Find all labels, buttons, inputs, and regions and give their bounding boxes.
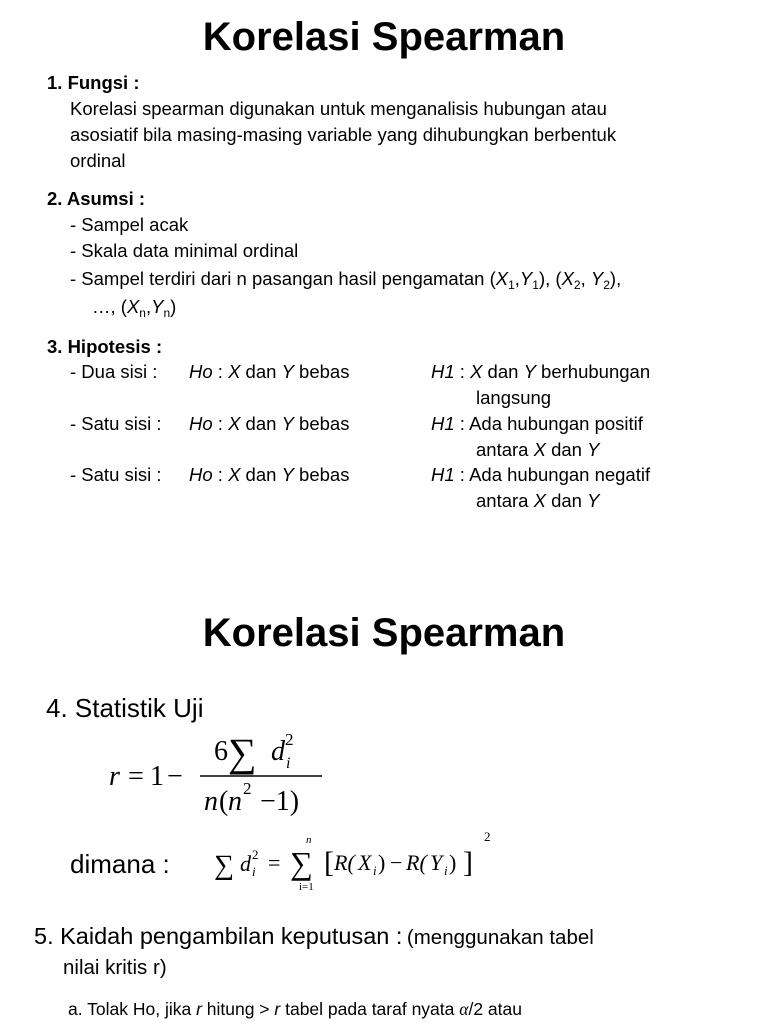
hipotesis-row-1-ho: Ho : X dan Y bebas — [189, 361, 350, 382]
hipotesis-row-1-h1-cont: langsung — [476, 387, 552, 408]
kaidah-item-a: a. Tolak Ho, jika r hitung > r tabel pada taraf nyata α/2 atau — [68, 999, 522, 1019]
f2-r-x: R( — [334, 850, 355, 875]
f2-sum-left: ∑ — [214, 850, 234, 881]
f2-bracket-close: ] — [463, 846, 473, 879]
formula-den-n: n — [204, 786, 218, 817]
formula-eq: = — [128, 761, 144, 792]
formula-r: r — [109, 761, 120, 792]
f2-y-close: ) — [449, 850, 457, 875]
hipotesis-row-3-h1-cont: antara X dan Y — [476, 490, 600, 511]
hipotesis-heading: 3. Hipotesis : — [47, 336, 163, 357]
fungsi-line-3: ordinal — [70, 150, 126, 171]
kaidah-heading: 5. Kaidah pengambilan keputusan : (menggunakan tabel — [34, 923, 594, 949]
asumsi-item-3: - Sampel terdiri dari n pasangan hasil pengamatan $(X_1,Y_1)$, ($X_2$, $Y_2$), — [70, 268, 622, 292]
formula-den-sup: 2 — [243, 779, 252, 798]
f2-x-close: ) — [378, 850, 386, 875]
formula-den-open: ( — [219, 786, 229, 817]
dimana-label: dimana : — [70, 849, 170, 879]
hipotesis-row-2-ho: Ho : X dan Y bebas — [189, 413, 350, 434]
f2-bracket-open: [ — [324, 846, 334, 879]
hipotesis-row-2-h1: H1 : Ada hubungan positif — [431, 413, 643, 434]
formula-den-close: −1) — [260, 786, 300, 817]
formula-d-sup: 2 — [285, 730, 294, 749]
formula-d: d — [271, 736, 285, 767]
f2-sum-right: ∑ — [290, 845, 313, 881]
hipotesis-row-3-label: - Satu sisi : — [70, 464, 162, 485]
f2-x: X — [358, 850, 372, 875]
slide-1-title: Korelasi Spearman — [202, 15, 566, 59]
f2-y: Y — [430, 850, 443, 875]
fungsi-heading: 1. Fungsi : — [47, 72, 140, 93]
hipotesis-row-1-label: - Dua sisi : — [70, 361, 158, 382]
hipotesis-row-2-h1-cont: antara X dan Y — [476, 439, 600, 460]
formula-sum: ∑ — [228, 730, 257, 775]
f2-sum-upper: n — [306, 834, 312, 846]
kaidah-note-cont: nilai kritis r) — [63, 956, 167, 979]
spearman-formula — [100, 724, 340, 828]
f2-x-sub: i — [373, 863, 377, 878]
f2-eq: = — [268, 850, 281, 875]
hipotesis-row-3-ho: Ho : X dan Y bebas — [189, 464, 350, 485]
hipotesis-row-1-h1: H1 : X dan Y berhubungan — [431, 361, 651, 382]
fungsi-line-1: Korelasi spearman digunakan untuk menganalisis hubungan atau — [70, 98, 607, 119]
f2-bracket-sup: 2 — [484, 829, 491, 844]
formula-one: 1 — [150, 761, 164, 792]
f2-d: d — [240, 851, 251, 876]
rank-difference-formula — [210, 828, 500, 900]
asumsi-item-3-cont: …, $(X_n,Y_n)$ — [92, 296, 177, 320]
formula-den-n2: n — [228, 786, 242, 817]
formula-six: 6 — [214, 736, 228, 767]
hipotesis-row-3-h1: H1 : Ada hubungan negatif — [431, 464, 651, 485]
asumsi-item-1: - Sampel acak — [70, 214, 189, 235]
statistik-heading: 4. Statistik Uji — [46, 693, 204, 723]
asumsi-item-2: - Skala data minimal ordinal — [70, 240, 299, 261]
f2-r-y: R( — [406, 850, 427, 875]
f2-y-sub: i — [444, 863, 448, 878]
f2-minus: − — [390, 850, 403, 875]
fungsi-line-2: asosiatif bila masing-masing variable yang dihubungkan berbentuk — [70, 124, 617, 145]
f2-d-sup: 2 — [252, 847, 259, 862]
slide-2-title: Korelasi Spearman — [202, 611, 566, 655]
f2-sum-lower: i=1 — [299, 881, 314, 893]
f2-d-sub: i — [252, 864, 256, 879]
formula-minus: − — [167, 761, 183, 792]
slide-2 — [0, 590, 768, 1024]
asumsi-heading: 2. Asumsi : — [47, 188, 146, 209]
formula-d-sub: i — [286, 755, 291, 772]
hipotesis-row-2-label: - Satu sisi : — [70, 413, 162, 434]
